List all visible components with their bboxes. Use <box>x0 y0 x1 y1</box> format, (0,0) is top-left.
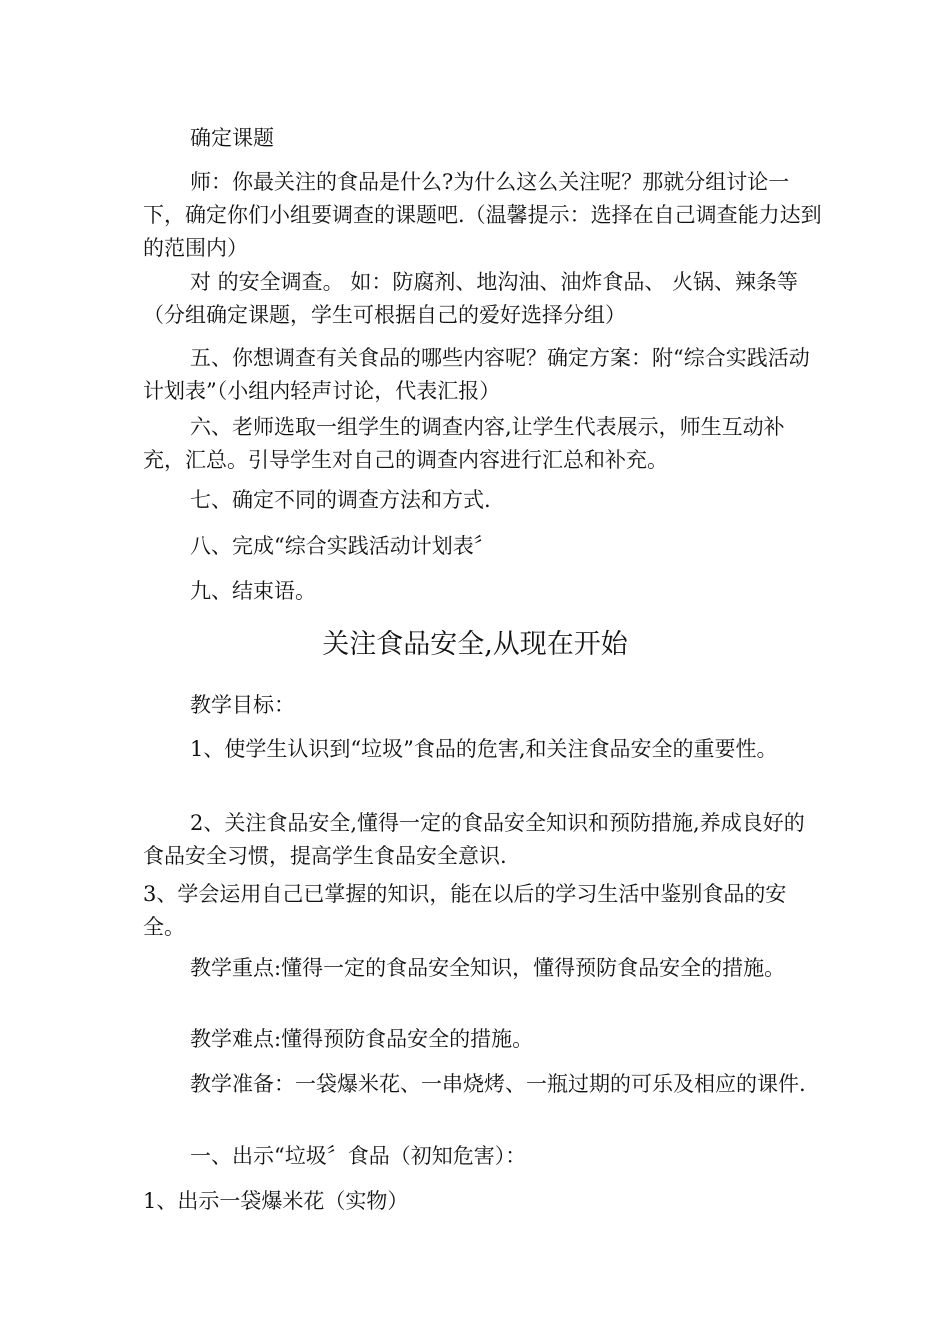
paragraph-safety-survey: 对 的安全调查。 如：防腐剂、地沟油、油炸食品、 火锅、辣条等（分组确定课题，学生可根据自己的爱好选择分组） <box>143 270 799 327</box>
paragraph-confirm-topic: 确定课题 <box>190 126 274 150</box>
teaching-key-point: 教学重点:懂得一定的食品安全知识，懂得预防食品安全的措施。 <box>190 956 786 980</box>
teaching-preparation: 教学准备：一袋爆米花、一串烧烤、一瓶过期的可乐及相应的课件. <box>190 1072 806 1096</box>
paragraph-step-nine: 九、结束语。 <box>190 579 316 603</box>
step-one-heading: 一、出示“垃圾〞食品（初知危害）： <box>190 1144 527 1168</box>
paragraph-step-seven: 七、确定不同的调查方法和方式. <box>190 488 491 512</box>
paragraph-step-five: 五、你想调查有关食品的哪些内容呢？确定方案：附“综合实践活动计划表”（小组内轻声讨论，代表汇报） <box>143 346 810 403</box>
teaching-goal-2: 2、关注食品安全,懂得一定的食品安全知识和预防措施,养成良好的食品安全习惯，提高学生食品安全意识. <box>143 811 805 868</box>
step-one-item-1: 1、出示一袋爆米花（实物） <box>143 1189 409 1213</box>
teaching-goals-label: 教学目标： <box>190 693 295 717</box>
paragraph-teacher-question: 师：你最关注的食品是什么?为什么这么关注呢？那就分组讨论一下，确定你们小组要调查的课题吧.（温馨提示：选择在自己调查能力达到的范围内） <box>143 170 822 260</box>
teaching-goal-3: 3、学会运用自己已掌握的知识，能在以后的学习生活中鉴别食品的安全。 <box>143 882 787 939</box>
lesson-title: 关注食品安全,从现在开始 <box>322 629 628 660</box>
paragraph-step-six: 六、老师选取一组学生的调查内容,让学生代表展示，师生互动补充，汇总。引导学生对自己的调查内容进行汇总和补充。 <box>143 415 785 472</box>
paragraph-step-eight: 八、完成“综合实践活动计划表〞 <box>190 534 495 558</box>
teaching-difficulty: 教学难点:懂得预防食品安全的措施。 <box>190 1027 534 1051</box>
teaching-goal-1: 1、使学生认识到“垃圾”食品的危害,和关注食品安全的重要性。 <box>190 737 778 761</box>
